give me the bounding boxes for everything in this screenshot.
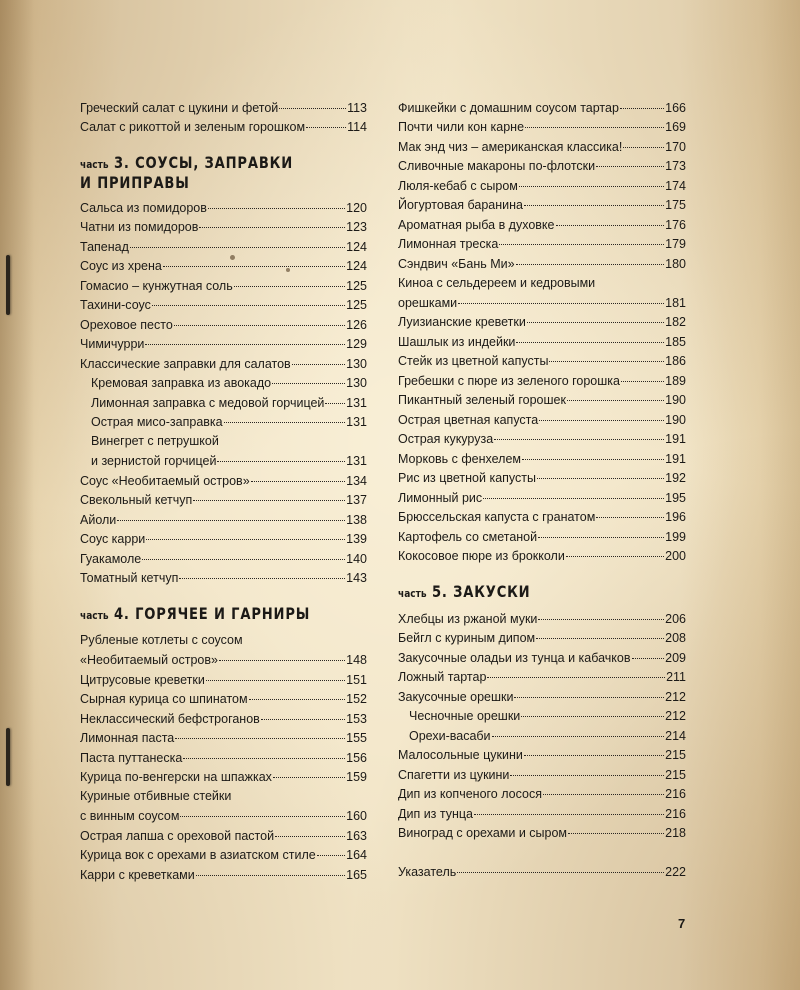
entry-title: Греческий салат с цукини и фетой: [80, 100, 279, 115]
entry-title: Дип из тунца: [398, 806, 474, 821]
entry-title: Фишкейки с домашним соусом тартар: [398, 100, 619, 115]
entry-title: Люля-кебаб с сыром: [398, 178, 518, 193]
entry-title: Морковь с фенхелем: [398, 451, 521, 466]
entry-page: 140: [346, 551, 367, 566]
entry-page: 206: [665, 611, 686, 626]
entry-title: Ароматная рыба в духовке: [398, 217, 555, 232]
entry-page: 169: [665, 120, 686, 134]
entry-title: Лимонная треска: [398, 237, 499, 251]
entry-title: Рис из цветной капусты: [398, 471, 536, 485]
staple-top: [6, 255, 10, 315]
entry-title: Чимичурри: [80, 337, 145, 351]
entry-page: 114: [347, 120, 367, 134]
entry-title: Дип из копченого лосося: [398, 787, 542, 801]
page-binding-shadow: [0, 0, 34, 990]
entry-page: 211: [666, 670, 686, 684]
entry-page: 180: [665, 256, 686, 271]
entry-page: 131: [346, 395, 367, 410]
entry-page: 155: [346, 731, 367, 745]
entry-title: Гребешки с пюре из зеленого горошка: [398, 373, 620, 388]
entry-title: Стейк из цветной капусты: [398, 354, 549, 368]
entry-title: Кремовая заправка из авокадо: [91, 376, 272, 390]
toc-subentry-line: Винегрет с петрушкой: [91, 434, 219, 448]
entry-page: 170: [665, 139, 686, 154]
entry-title: Курица вок с орехами в азиатском стиле: [80, 848, 316, 862]
entry-title: Картофель со сметаной: [398, 529, 538, 544]
entry-title: Лимонная заправка с медовой горчицей: [91, 395, 325, 410]
entry-page: 196: [665, 510, 686, 524]
entry-title: Классические заправки для салатов: [80, 356, 291, 371]
entry-page: 195: [665, 490, 686, 505]
entry-page: 208: [665, 631, 686, 645]
entry-title: Цитрусовые креветки: [80, 672, 205, 687]
entry-title: Йогуртовая баранина: [398, 198, 523, 212]
entry-title: Острая лапша с ореховой пастой: [80, 828, 275, 843]
entry-title: Ложный тартар: [398, 670, 487, 684]
entry-title: Закусочные оладьи из тунца и кабачков: [398, 650, 631, 665]
entry-page: 166: [665, 100, 686, 115]
toc-entry: [80, 569, 367, 589]
entry-page: 126: [346, 317, 367, 332]
entry-page: 113: [347, 100, 367, 115]
entry-page: 165: [346, 867, 367, 882]
entry-page: 125: [346, 298, 367, 312]
entry-page: 139: [346, 532, 367, 546]
entry-page: 190: [665, 393, 686, 407]
entry-page: 190: [665, 412, 686, 427]
entry-title: Кокосовое пюре из брокколи: [398, 549, 565, 563]
entry-page: 129: [346, 337, 367, 351]
entry-title: Острая кукуруза: [398, 432, 494, 446]
section-prefix: часть: [80, 609, 109, 622]
entry-title: «Необитаемый остров»: [80, 653, 218, 667]
entry-page: 148: [346, 653, 367, 667]
entry-title: Ореховое песто: [80, 317, 173, 332]
section-heading-3: [80, 154, 367, 192]
entry-page: 222: [665, 865, 686, 879]
entry-page: 209: [665, 650, 686, 665]
entry-title: Шашлык из индейки: [398, 334, 516, 349]
entry-page: 200: [665, 549, 686, 563]
entry-title: Почти чили кон карне: [398, 120, 525, 134]
entry-page: 152: [346, 692, 367, 706]
entry-title: Тахини-соус: [80, 298, 151, 312]
entry-title: Свекольный кетчуп: [80, 493, 193, 507]
entry-title: Соус карри: [80, 532, 146, 546]
section-heading-4: [80, 605, 367, 625]
entry-page: 182: [665, 315, 686, 329]
entry-page: 199: [665, 529, 686, 544]
toc-left-column: [80, 98, 367, 885]
entry-title: Чесночные орешки: [409, 709, 521, 723]
toc-subentry: [80, 374, 367, 394]
entry-page: 174: [665, 178, 686, 193]
toc-entry-index: [398, 863, 686, 883]
entry-page: 164: [346, 848, 367, 862]
entry-page: 192: [665, 471, 686, 485]
staple-bottom: [6, 728, 10, 786]
entry-title: Указатель: [398, 865, 457, 879]
entry-title: Спагетти из цукини: [398, 767, 510, 782]
entry-page: 120: [346, 200, 367, 215]
entry-page: 124: [346, 239, 367, 254]
entry-page: 189: [665, 373, 686, 388]
entry-title: Острая цветная капуста: [398, 412, 539, 427]
entry-page: 130: [346, 356, 367, 371]
toc-entry: [398, 254, 686, 274]
entry-page: 216: [665, 806, 686, 821]
entry-page: 143: [346, 571, 367, 585]
entry-title: орешками: [398, 295, 458, 310]
entry-page: 181: [665, 295, 686, 310]
toc-entry: [80, 768, 367, 788]
entry-title: Салат с рикоттой и зеленым горошком: [80, 120, 306, 134]
section-title-line1: 5. ЗАКУСКИ: [431, 582, 531, 601]
entry-page: 163: [346, 828, 367, 843]
entry-title: Сэндвич «Бань Ми»: [398, 256, 515, 271]
entry-title: Курица по-венгерски на шпажках: [80, 770, 272, 784]
entry-title: Мак энд чиз – американская классика!: [398, 139, 623, 154]
entry-title: Бейгл с куриным дипом: [398, 631, 536, 645]
entry-title: Сливочные макароны по-флотски: [398, 159, 596, 173]
entry-title: Острая мисо-заправка: [91, 415, 223, 429]
entry-page: 175: [665, 198, 686, 212]
toc-entry: [80, 118, 367, 138]
entry-title: Гомасио – кунжутная соль: [80, 278, 233, 293]
entry-title: Соус «Необитаемый остров»: [80, 473, 250, 488]
entry-page: 191: [665, 451, 686, 466]
entry-title: Луизианские креветки: [398, 315, 526, 329]
entry-title: Айоли: [80, 512, 117, 527]
entry-title: Хлебцы из ржаной муки: [398, 611, 538, 626]
entry-page: 218: [665, 826, 686, 840]
entry-title: Брюссельская капуста с гранатом: [398, 510, 596, 524]
entry-title: Томатный кетчуп: [80, 571, 179, 585]
section-title-line2: И ПРИПРАВЫ: [80, 173, 190, 192]
toc-entry: [80, 865, 367, 885]
entry-page: 151: [346, 672, 367, 687]
entry-page: 215: [665, 748, 686, 762]
entry-title: Орехи-васаби: [409, 728, 491, 743]
entry-page: 124: [346, 259, 367, 273]
entry-title: Сальса из помидоров: [80, 200, 207, 215]
toc-entry-line: Куриные отбивные стейки: [80, 789, 232, 803]
entry-title: Виноград с орехами и сыром: [398, 826, 568, 840]
entry-title: Карри с креветками: [80, 867, 195, 882]
entry-page: 138: [346, 512, 367, 527]
entry-page: 131: [346, 415, 367, 429]
entry-title: Гуакамоле: [80, 551, 142, 566]
toc-subentry: [80, 413, 367, 433]
entry-page: 160: [346, 809, 367, 823]
entry-title: Паста путтанеска: [80, 750, 183, 765]
entry-title: Неклассический бефстроганов: [80, 711, 260, 726]
entry-title: Закусочные орешки: [398, 689, 514, 704]
entry-page: 191: [665, 432, 686, 446]
toc-entry-line: Киноа с сельдереем и кедровыми: [398, 275, 596, 290]
entry-title: и зернистой горчицей: [91, 454, 217, 468]
toc-right-column: [398, 98, 686, 882]
entry-page: 131: [346, 454, 367, 468]
toc-entry-line: Рубленые котлеты с соусом: [80, 633, 243, 647]
entry-page: 185: [665, 334, 686, 349]
entry-title: Малосольные цукини: [398, 748, 523, 762]
entry-page: 134: [346, 473, 367, 488]
entry-title: Сырная курица со шпинатом: [80, 692, 248, 706]
entry-page: 212: [665, 709, 686, 723]
entry-page: 173: [665, 159, 686, 173]
entry-page: 179: [665, 237, 686, 251]
entry-title: Чатни из помидоров: [80, 220, 199, 234]
section-prefix: часть: [80, 158, 109, 171]
entry-page: 156: [346, 750, 367, 765]
entry-title: Лимонный рис: [398, 490, 483, 505]
entry-page: 216: [665, 787, 686, 801]
entry-title: с винным соусом: [80, 809, 180, 823]
entry-page: 130: [346, 376, 367, 390]
entry-page: 153: [346, 711, 367, 726]
toc-entry: [398, 824, 686, 844]
entry-page: 186: [665, 354, 686, 368]
entry-page: 212: [665, 689, 686, 704]
section-heading-5: [398, 583, 686, 603]
page-number: 7: [678, 916, 686, 931]
entry-page: 123: [346, 220, 367, 234]
entry-title: Соус из хрена: [80, 259, 162, 273]
entry-page: 125: [346, 278, 367, 293]
entry-page: 176: [665, 217, 686, 232]
toc-entry: [398, 547, 686, 567]
section-title-line1: 3. СОУСЫ, ЗАПРАВКИ: [113, 153, 293, 172]
entry-page: 214: [665, 728, 686, 743]
entry-title: Лимонная паста: [80, 731, 175, 745]
entry-page: 137: [346, 493, 367, 507]
entry-title: Тапенад: [80, 239, 129, 254]
section-prefix: часть: [398, 587, 427, 600]
entry-title: Пикантный зеленый горошек: [398, 393, 566, 407]
entry-page: 159: [346, 770, 367, 784]
section-title-line1: 4. ГОРЯЧЕЕ И ГАРНИРЫ: [113, 604, 311, 623]
entry-page: 215: [665, 767, 686, 782]
